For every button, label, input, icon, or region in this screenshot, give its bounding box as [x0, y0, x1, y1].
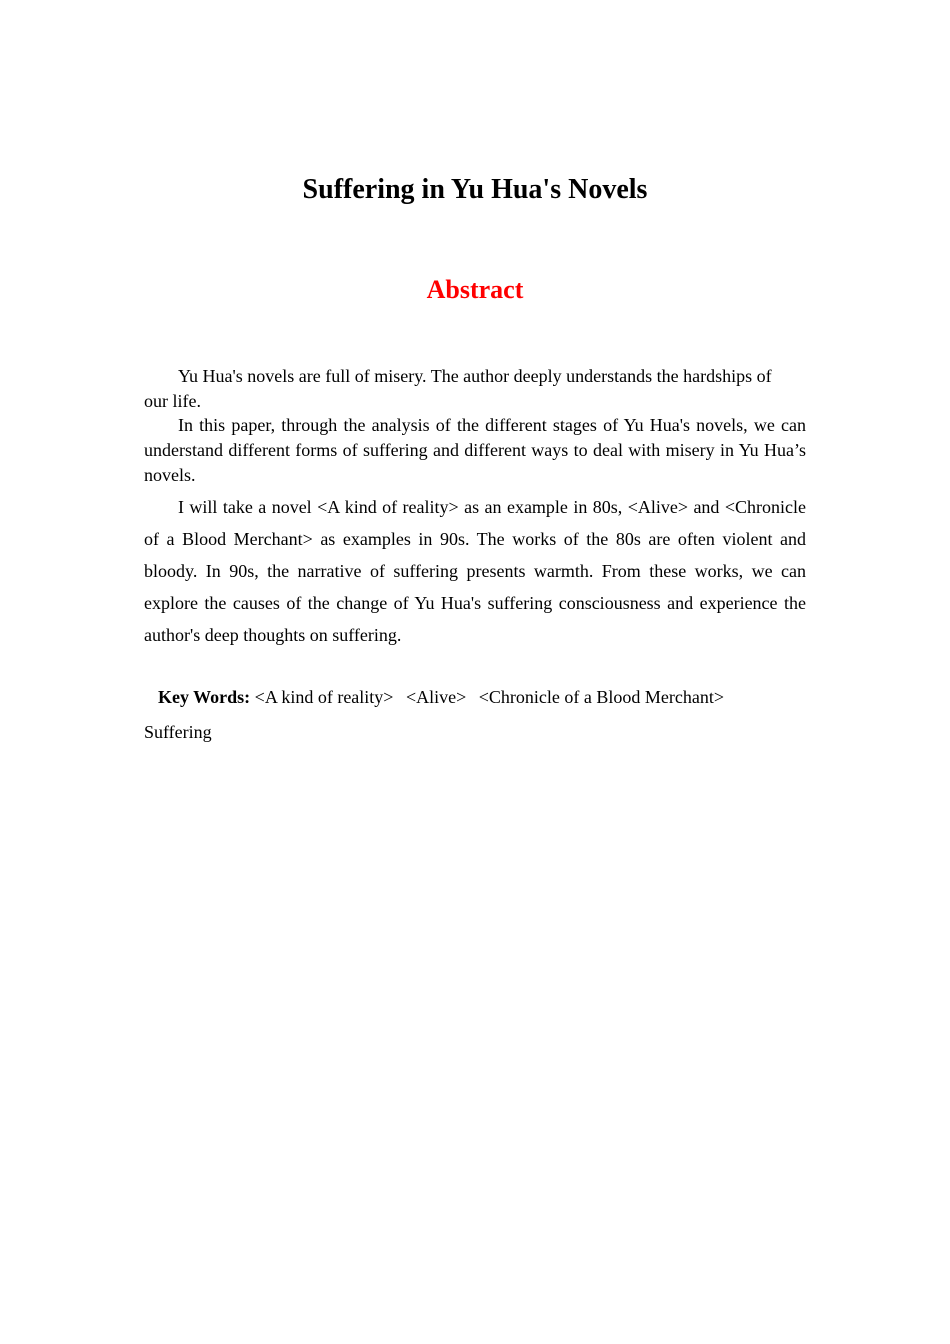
key-word-item: Suffering	[144, 722, 212, 742]
abstract-paragraph-1: Yu Hua's novels are full of misery. The author deeply understands the hardships of our life.	[144, 366, 772, 411]
key-word-item: <Chronicle of a Blood Merchant>	[478, 687, 724, 707]
abstract-paragraph-3: I will take a novel <A kind of reality> as an example in 80s, <Alive> and <Chronicle of a Blood Merchant> as examples in 90s. The works of the 80s are often violent and bloody. In 90s, the narrative of suffering presents warmth. From these works, we can explore the causes of the change of Yu Hua's suffering consciousness and experience the author's deep thoughts on suffering.	[144, 497, 806, 645]
document-title: Suffering in Yu Hua's Novels	[302, 174, 648, 205]
key-word-item: <A kind of reality>	[254, 687, 394, 707]
key-words-label: Key Words:	[158, 687, 251, 707]
abstract-paragraph-2: In this paper, through the analysis of the different stages of Yu Hua's novels, we can understand different forms of suffering and different ways to deal with misery in Yu Hua’s novels.	[144, 415, 806, 485]
key-words-line	[144, 680, 806, 750]
key-word-item: <Alive>	[405, 687, 467, 707]
abstract-heading: Abstract	[426, 275, 524, 304]
